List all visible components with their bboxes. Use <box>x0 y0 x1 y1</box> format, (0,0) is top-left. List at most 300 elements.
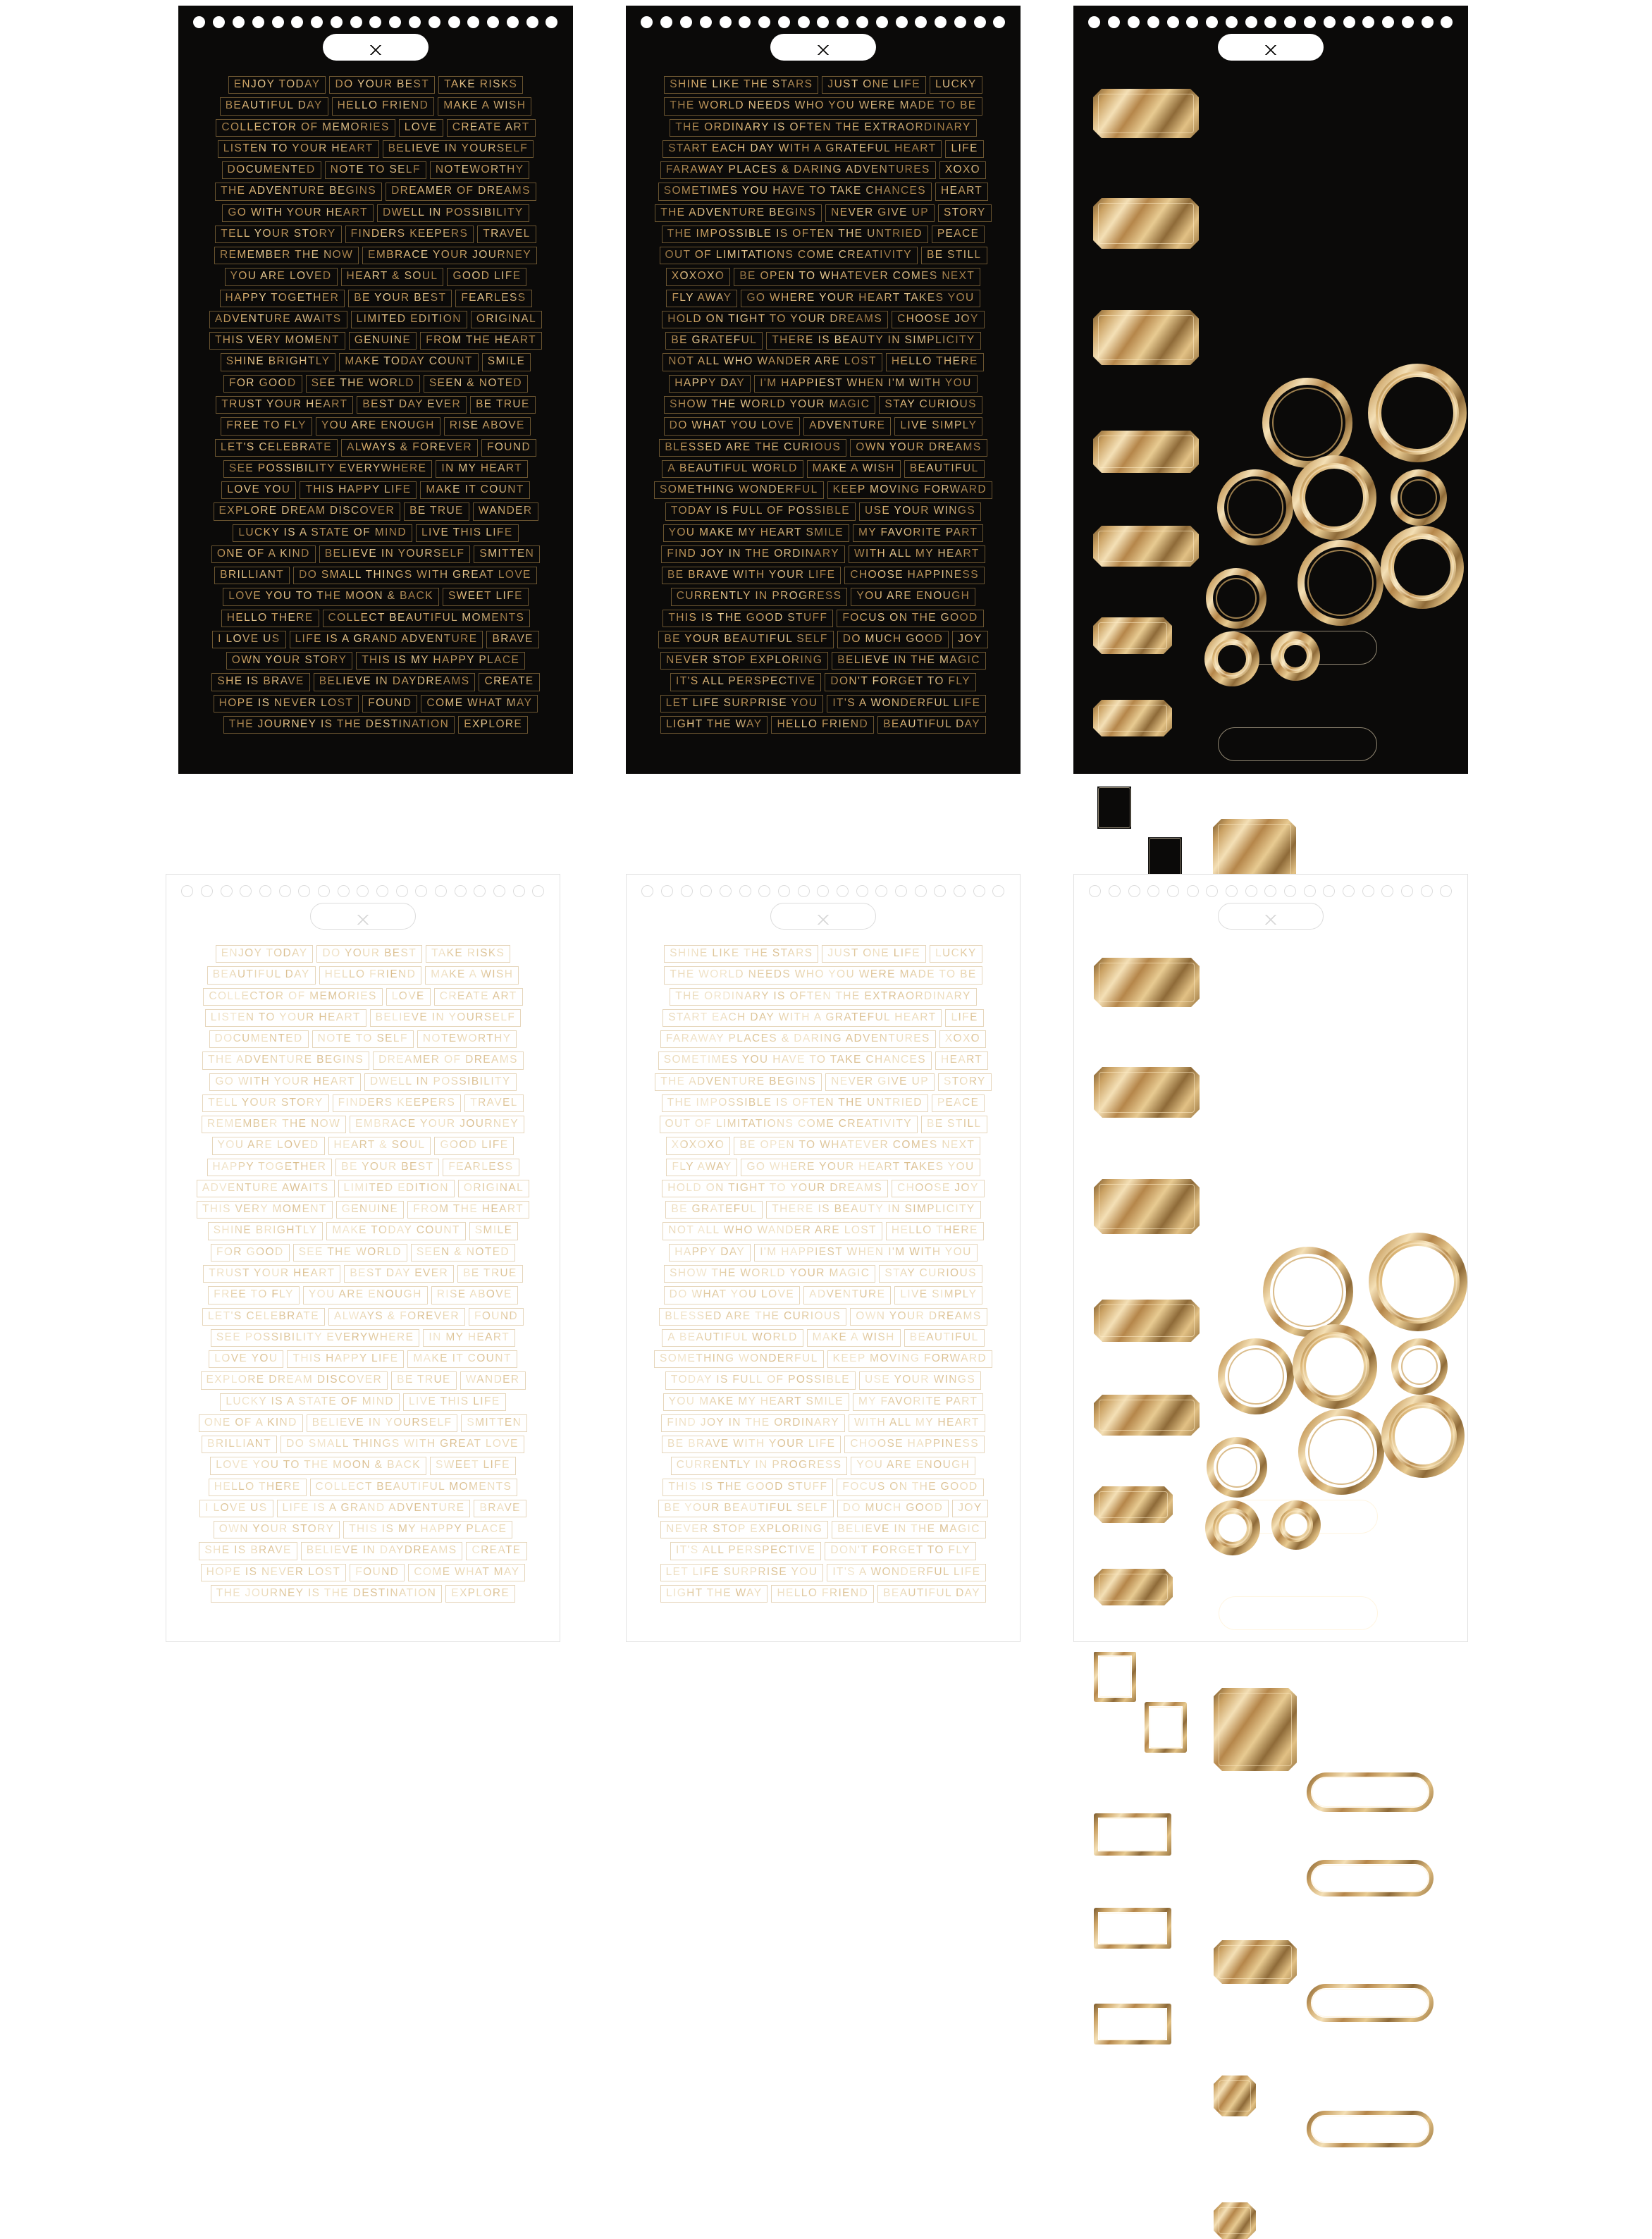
word-sticker[interactable]: MY FAVORITE PART <box>853 524 983 542</box>
word-sticker[interactable]: YOU ARE LOVED <box>225 268 338 285</box>
word-sticker[interactable]: DWELL IN POSSIBILITY <box>377 204 529 222</box>
rect-label-sticker[interactable] <box>1094 2004 1171 2044</box>
word-sticker[interactable]: BE TRUE <box>457 1265 523 1283</box>
octagon-label-sticker[interactable] <box>1214 2202 1256 2239</box>
octagon-label-sticker[interactable] <box>1093 700 1172 736</box>
word-sticker[interactable]: BEAUTIFUL DAY <box>207 966 316 984</box>
word-sticker[interactable]: BE STILL <box>921 1116 987 1133</box>
word-sticker[interactable]: COLLECTOR OF MEMORIES <box>216 119 395 137</box>
word-sticker[interactable]: BLESSED ARE THE CURIOUS <box>659 439 846 457</box>
octagon-label-sticker[interactable] <box>1093 89 1199 138</box>
word-sticker[interactable]: USE YOUR WINGS <box>859 1371 981 1389</box>
word-sticker[interactable]: TRUST YOUR HEART <box>216 396 353 414</box>
word-sticker[interactable]: RISE ABOVE <box>431 1286 518 1304</box>
word-sticker[interactable]: PEACE <box>932 1094 985 1112</box>
word-sticker[interactable]: DO YOUR BEST <box>329 76 435 94</box>
word-sticker[interactable]: IT'S A WONDERFUL LIFE <box>827 695 986 713</box>
word-sticker[interactable]: BELIEVE IN DAYDREAMS <box>314 673 476 691</box>
circle-label-sticker[interactable] <box>1297 540 1383 626</box>
word-sticker[interactable]: LIFE <box>945 140 983 158</box>
word-sticker[interactable]: SMILE <box>482 353 531 371</box>
word-sticker[interactable]: THIS HAPPY LIFE <box>300 481 417 499</box>
circle-label-sticker[interactable] <box>1218 1338 1294 1414</box>
word-sticker[interactable]: HAPPY DAY <box>669 375 751 393</box>
word-sticker[interactable]: MAKE IT COUNT <box>420 481 529 499</box>
word-sticker[interactable]: NEVER GIVE UP <box>825 204 935 222</box>
word-sticker[interactable]: FOUND <box>350 1564 405 1581</box>
word-sticker[interactable]: MAKE A WISH <box>807 1329 901 1347</box>
word-sticker[interactable]: SHINE BRIGHTLY <box>221 353 336 371</box>
word-sticker[interactable]: XOXOXO <box>666 1137 731 1154</box>
rosette-label-sticker[interactable] <box>1381 526 1464 609</box>
word-sticker[interactable]: GO WITH YOUR HEART <box>209 1073 361 1091</box>
word-sticker[interactable]: BE GRATEFUL <box>665 332 763 350</box>
circle-label-sticker[interactable] <box>1391 469 1447 526</box>
word-sticker[interactable]: HOLD ON TIGHT TO YOUR DREAMS <box>662 311 888 328</box>
word-sticker[interactable]: IN MY HEART <box>423 1329 515 1347</box>
word-sticker[interactable]: A BEAUTIFUL WORLD <box>662 460 803 478</box>
word-sticker[interactable]: HEART <box>935 183 988 200</box>
word-sticker[interactable]: FOCUS ON THE GOOD <box>837 610 983 627</box>
word-sticker[interactable]: SHINE BRIGHTLY <box>208 1222 323 1240</box>
word-sticker[interactable]: LIVE SIMPLY <box>894 417 982 435</box>
word-sticker[interactable]: PEACE <box>932 226 985 243</box>
word-sticker[interactable]: A BEAUTIFUL WORLD <box>662 1329 803 1347</box>
word-sticker[interactable]: START EACH DAY WITH A GRATEFUL HEART <box>662 1009 942 1027</box>
word-sticker[interactable]: LET'S CELEBRATE <box>202 1308 325 1326</box>
word-sticker[interactable]: HAPPY TOGETHER <box>220 290 345 307</box>
word-sticker[interactable]: SOMETHING WONDERFUL <box>654 481 824 499</box>
word-sticker[interactable]: WANDER <box>473 502 538 520</box>
word-sticker[interactable]: WITH ALL MY HEART <box>849 1414 985 1432</box>
word-sticker[interactable]: DOCUMENTED <box>209 1030 309 1048</box>
word-sticker[interactable]: SHOW THE WORLD YOUR MAGIC <box>664 396 875 414</box>
word-sticker[interactable]: ORIGINAL <box>458 1180 529 1197</box>
word-sticker[interactable]: CHOOSE JOY <box>892 311 985 328</box>
word-sticker[interactable]: BE YOUR BEAUTIFUL SELF <box>658 631 833 648</box>
word-sticker[interactable]: DO WHAT YOU LOVE <box>664 417 800 435</box>
word-sticker[interactable]: HELLO FRIEND <box>332 97 435 115</box>
word-sticker[interactable]: GO WHERE YOUR HEART TAKES YOU <box>741 290 980 307</box>
word-sticker[interactable]: FEARLESS <box>455 290 531 307</box>
word-sticker[interactable]: NEVER STOP EXPLORING <box>660 1521 828 1538</box>
word-sticker[interactable]: IN MY HEART <box>436 460 528 478</box>
word-sticker[interactable]: THIS VERY MOMENT <box>197 1201 333 1219</box>
word-sticker[interactable]: XOXOXO <box>666 268 731 285</box>
word-sticker[interactable]: FARAWAY PLACES & DARING ADVENTURES <box>660 161 936 179</box>
word-sticker[interactable]: BELIEVE IN YOURSELF <box>319 545 471 563</box>
word-sticker[interactable]: CREATE <box>466 1542 526 1560</box>
circle-label-sticker[interactable] <box>1207 1437 1267 1498</box>
circle-label-sticker[interactable] <box>1263 1247 1353 1337</box>
word-sticker[interactable]: BELIEVE IN YOURSELF <box>383 140 534 158</box>
word-sticker[interactable]: TRAVEL <box>477 226 536 243</box>
word-sticker[interactable]: BRILLIANT <box>214 567 290 584</box>
word-sticker[interactable]: START EACH DAY WITH A GRATEFUL HEART <box>662 140 942 158</box>
word-sticker[interactable]: FOUND <box>481 439 536 457</box>
word-sticker[interactable]: SEE POSSIBILITY EVERYWHERE <box>211 1329 419 1347</box>
circle-label-sticker[interactable] <box>1262 378 1352 468</box>
word-sticker[interactable]: BELIEVE IN YOURSELF <box>307 1414 458 1432</box>
word-sticker[interactable]: THE ORDINARY IS OFTEN THE EXTRAORDINARY <box>670 119 977 137</box>
word-sticker[interactable]: LOVE <box>386 988 431 1006</box>
word-sticker[interactable]: LUCKY <box>930 945 982 963</box>
word-sticker[interactable]: THERE IS BEAUTY IN SIMPLICITY <box>766 1201 980 1219</box>
word-sticker[interactable]: FOCUS ON THE GOOD <box>837 1479 983 1496</box>
word-sticker[interactable]: BEAUTIFUL <box>904 460 985 478</box>
circle-label-sticker[interactable] <box>1206 568 1266 629</box>
rounded-bar-label-sticker[interactable] <box>1307 1772 1434 1812</box>
word-sticker[interactable]: SHE IS BRAVE <box>199 1542 297 1560</box>
rosette-label-sticker[interactable] <box>1381 1395 1465 1478</box>
word-sticker[interactable]: HELLO THERE <box>886 1222 984 1240</box>
word-sticker[interactable]: HELLO FRIEND <box>771 716 874 734</box>
word-sticker[interactable]: HAPPY DAY <box>669 1244 751 1262</box>
word-sticker[interactable]: THIS HAPPY LIFE <box>287 1350 404 1368</box>
octagon-label-sticker[interactable] <box>1094 1395 1200 1436</box>
word-sticker[interactable]: MY FAVORITE PART <box>853 1393 983 1411</box>
word-sticker[interactable]: SMITTEN <box>461 1414 527 1432</box>
word-sticker[interactable]: THERE IS BEAUTY IN SIMPLICITY <box>766 332 980 350</box>
word-sticker[interactable]: THE ORDINARY IS OFTEN THE EXTRAORDINARY <box>670 988 977 1006</box>
word-sticker[interactable]: BEAUTIFUL DAY <box>220 97 328 115</box>
word-sticker[interactable]: YOU ARE ENOUGH <box>316 417 440 435</box>
word-sticker[interactable]: MAKE A WISH <box>807 460 901 478</box>
word-sticker[interactable]: MAKE IT COUNT <box>407 1350 517 1368</box>
octagon-label-sticker[interactable] <box>1094 1569 1173 1605</box>
octagon-label-sticker[interactable] <box>1094 1067 1200 1118</box>
word-sticker[interactable]: LIMITED EDITION <box>338 1180 455 1197</box>
octagon-label-sticker[interactable] <box>1093 310 1199 365</box>
word-sticker[interactable]: BE TRUE <box>404 502 469 520</box>
word-sticker[interactable]: BRILLIANT <box>202 1436 277 1453</box>
word-sticker[interactable]: MAKE TODAY COUNT <box>326 1222 465 1240</box>
word-sticker[interactable]: THIS VERY MOMENT <box>209 332 345 350</box>
word-sticker[interactable]: SEEN & NOTED <box>424 375 528 393</box>
word-sticker[interactable]: COLLECTOR OF MEMORIES <box>203 988 382 1006</box>
word-sticker[interactable]: XOXO <box>939 1030 986 1048</box>
word-sticker[interactable]: BEST DAY EVER <box>357 396 467 414</box>
word-sticker[interactable]: LOVE YOU <box>221 481 296 499</box>
word-sticker[interactable]: GENUINE <box>349 332 417 350</box>
word-sticker[interactable]: LIMITED EDITION <box>351 311 467 328</box>
word-sticker[interactable]: NOTEWORTHY <box>430 161 530 179</box>
word-sticker[interactable]: DWELL IN POSSIBILITY <box>364 1073 517 1091</box>
word-sticker[interactable]: LIVE SIMPLY <box>894 1286 982 1304</box>
word-sticker[interactable]: LUCKY <box>930 76 982 94</box>
word-sticker[interactable]: SHINE LIKE THE STARS <box>664 76 818 94</box>
word-sticker[interactable]: SHOW THE WORLD YOUR MAGIC <box>664 1265 875 1283</box>
octagon-label-sticker[interactable] <box>1093 526 1199 567</box>
word-sticker[interactable]: WANDER <box>460 1371 526 1389</box>
word-sticker[interactable]: THE IMPOSSIBLE IS OFTEN THE UNTRIED <box>662 226 928 243</box>
word-sticker[interactable]: BE YOUR BEST <box>335 1159 439 1176</box>
octagon-label-sticker[interactable] <box>1093 431 1199 473</box>
word-sticker[interactable]: TAKE RISKS <box>426 945 510 963</box>
word-sticker[interactable]: LISTEN TO YOUR HEART <box>205 1009 366 1027</box>
word-sticker[interactable]: SHINE LIKE THE STARS <box>664 945 818 963</box>
word-sticker[interactable]: BEAUTIFUL DAY <box>877 716 986 734</box>
word-sticker[interactable]: HELLO THERE <box>886 353 984 371</box>
word-sticker[interactable]: ORIGINAL <box>471 311 542 328</box>
rounded-bar-label-sticker[interactable] <box>1213 722 1382 766</box>
word-sticker[interactable]: GENUINE <box>336 1201 404 1219</box>
word-sticker[interactable]: DO YOUR BEST <box>316 945 422 963</box>
word-sticker[interactable]: FIND JOY IN THE ORDINARY <box>661 1414 845 1432</box>
word-sticker[interactable]: SEEN & NOTED <box>411 1244 515 1262</box>
octagon-label-sticker[interactable] <box>1093 198 1199 249</box>
word-sticker[interactable]: NEVER STOP EXPLORING <box>660 652 828 670</box>
rounded-bar-label-sticker[interactable] <box>1307 1984 1434 2022</box>
word-sticker[interactable]: THE IMPOSSIBLE IS OFTEN THE UNTRIED <box>662 1094 928 1112</box>
word-sticker[interactable]: GO WITH YOUR HEART <box>222 204 374 222</box>
word-sticker[interactable]: YOU ARE ENOUGH <box>851 588 975 605</box>
word-sticker[interactable]: HOPE IS NEVER LOST <box>214 695 359 713</box>
octagon-label-sticker[interactable] <box>1214 1940 1297 1984</box>
word-sticker[interactable]: THE ADVENTURE BEGINS <box>655 1073 822 1091</box>
word-sticker[interactable]: OWN YOUR DREAMS <box>850 439 987 457</box>
word-sticker[interactable]: DO SMALL THINGS WITH GREAT LOVE <box>293 567 537 584</box>
word-sticker[interactable]: DO MUCH GOOD <box>837 1500 949 1517</box>
word-sticker[interactable]: NOTE TO SELF <box>325 161 426 179</box>
circle-label-sticker[interactable] <box>1391 1338 1448 1395</box>
word-sticker[interactable]: FLY AWAY <box>666 290 737 307</box>
word-sticker[interactable]: CURRENTLY IN PROGRESS <box>671 1457 848 1474</box>
word-sticker[interactable]: LUCKY IS A STATE OF MIND <box>220 1393 400 1411</box>
word-sticker[interactable]: SWEET LIFE <box>430 1457 516 1474</box>
word-sticker[interactable]: BELIEVE IN YOURSELF <box>370 1009 522 1027</box>
word-sticker[interactable]: YOU ARE LOVED <box>212 1137 325 1154</box>
word-sticker[interactable]: LOVE <box>399 119 443 137</box>
word-sticker[interactable]: THIS IS MY HAPPY PLACE <box>343 1521 512 1538</box>
word-sticker[interactable]: ALWAYS & FOREVER <box>341 439 478 457</box>
word-sticker[interactable]: RISE ABOVE <box>444 417 531 435</box>
word-sticker[interactable]: BE BRAVE WITH YOUR LIFE <box>662 567 841 584</box>
word-sticker[interactable]: IT'S ALL PERSPECTIVE <box>670 1542 821 1560</box>
word-sticker[interactable]: GO WHERE YOUR HEART TAKES YOU <box>741 1159 980 1176</box>
word-sticker[interactable]: ONE OF A KIND <box>211 545 316 563</box>
word-sticker[interactable]: HEART & SOUL <box>341 268 444 285</box>
word-sticker[interactable]: LIGHT THE WAY <box>660 716 768 734</box>
word-sticker[interactable]: HELLO FRIEND <box>319 966 422 984</box>
word-sticker[interactable]: FLY AWAY <box>666 1159 737 1176</box>
rosette-label-sticker[interactable] <box>1293 1324 1377 1409</box>
word-sticker[interactable]: COME WHAT MAY <box>408 1564 525 1581</box>
word-sticker[interactable]: CURRENTLY IN PROGRESS <box>671 588 848 605</box>
word-sticker[interactable]: COME WHAT MAY <box>421 695 538 713</box>
word-sticker[interactable]: TELL YOUR STORY <box>215 226 341 243</box>
word-sticker[interactable]: BEAUTIFUL <box>904 1329 985 1347</box>
word-sticker[interactable]: BE OPEN TO WHATEVER COMES NEXT <box>734 268 980 285</box>
rosette-label-sticker[interactable] <box>1271 1500 1321 1550</box>
word-sticker[interactable]: HELLO THERE <box>209 1479 307 1496</box>
word-sticker[interactable]: KEEP MOVING FORWARD <box>827 481 992 499</box>
rosette-label-sticker[interactable] <box>1369 1233 1467 1331</box>
word-sticker[interactable]: DON'T FORGET TO FLY <box>825 673 976 691</box>
word-sticker[interactable]: ADVENTURE <box>803 417 891 435</box>
word-sticker[interactable]: BELIEVE IN THE MAGIC <box>832 1521 986 1538</box>
word-sticker[interactable]: ADVENTURE <box>803 1286 891 1304</box>
word-sticker[interactable]: SOMETIMES YOU HAVE TO TAKE CHANCES <box>658 1051 932 1069</box>
word-sticker[interactable]: LET LIFE SURPRISE YOU <box>660 1564 824 1581</box>
word-sticker[interactable]: TAKE RISKS <box>438 76 523 94</box>
word-sticker[interactable]: SMILE <box>469 1222 519 1240</box>
word-sticker[interactable]: LET LIFE SURPRISE YOU <box>660 695 824 713</box>
word-sticker[interactable]: ONE OF A KIND <box>199 1414 303 1432</box>
word-sticker[interactable]: OWN YOUR STORY <box>226 652 352 670</box>
word-sticker[interactable]: DO MUCH GOOD <box>837 631 949 648</box>
word-sticker[interactable]: WITH ALL MY HEART <box>849 545 985 563</box>
word-sticker[interactable]: BRAVE <box>486 631 538 648</box>
word-sticker[interactable]: CREATE <box>479 673 539 691</box>
word-sticker[interactable]: FINDERS KEEPERS <box>333 1094 462 1112</box>
word-sticker[interactable]: JOY <box>952 1500 987 1517</box>
word-sticker[interactable]: ENJOY TODAY <box>216 945 314 963</box>
word-sticker[interactable]: STAY CURIOUS <box>879 396 982 414</box>
word-sticker[interactable]: HEART <box>935 1051 988 1069</box>
word-sticker[interactable]: BLESSED ARE THE CURIOUS <box>659 1308 846 1326</box>
word-sticker[interactable]: EMBRACE YOUR JOURNEY <box>362 247 537 264</box>
word-sticker[interactable]: TRUST YOUR HEART <box>203 1265 340 1283</box>
word-sticker[interactable]: TODAY IS FULL OF POSSIBLE <box>665 1371 856 1389</box>
word-sticker[interactable]: COLLECT BEAUTIFUL MOMENTS <box>310 1479 518 1496</box>
word-sticker[interactable]: CREATE ART <box>447 119 536 137</box>
word-sticker[interactable]: YOU ARE ENOUGH <box>303 1286 428 1304</box>
word-sticker[interactable]: LUCKY IS A STATE OF MIND <box>233 524 412 542</box>
word-sticker[interactable]: FEARLESS <box>443 1159 519 1176</box>
word-sticker[interactable]: NEVER GIVE UP <box>825 1073 935 1091</box>
word-sticker[interactable]: YOU ARE ENOUGH <box>851 1457 975 1474</box>
word-sticker[interactable]: BE OPEN TO WHATEVER COMES NEXT <box>734 1137 980 1154</box>
word-sticker[interactable]: ALWAYS & FOREVER <box>328 1308 465 1326</box>
word-sticker[interactable]: NOT ALL WHO WANDER ARE LOST <box>662 1222 882 1240</box>
word-sticker[interactable]: JUST ONE LIFE <box>822 945 926 963</box>
word-sticker[interactable]: STAY CURIOUS <box>879 1265 982 1283</box>
word-sticker[interactable]: NOTE TO SELF <box>312 1030 414 1048</box>
word-sticker[interactable]: SOMETIMES YOU HAVE TO TAKE CHANCES <box>658 183 932 200</box>
rect-label-sticker[interactable] <box>1094 1651 1136 1702</box>
word-sticker[interactable]: LIGHT THE WAY <box>660 1585 768 1603</box>
word-sticker[interactable]: REMEMBER THE NOW <box>214 247 359 264</box>
word-sticker[interactable]: EXPLORE <box>458 716 528 734</box>
word-sticker[interactable]: BE YOUR BEST <box>348 290 452 307</box>
word-sticker[interactable]: I LOVE US <box>199 1500 273 1517</box>
word-sticker[interactable]: JUST ONE LIFE <box>822 76 926 94</box>
word-sticker[interactable]: NOT ALL WHO WANDER ARE LOST <box>662 353 882 371</box>
rounded-bar-label-sticker[interactable] <box>1307 1860 1434 1896</box>
word-sticker[interactable]: TRAVEL <box>464 1094 524 1112</box>
word-sticker[interactable]: EXPLORE DREAM DISCOVER <box>201 1371 388 1389</box>
word-sticker[interactable]: FOR GOOD <box>211 1244 290 1262</box>
word-sticker[interactable]: SHE IS BRAVE <box>211 673 309 691</box>
word-sticker[interactable]: BELIEVE IN THE MAGIC <box>832 652 986 670</box>
rect-label-sticker[interactable] <box>1145 1702 1187 1753</box>
word-sticker[interactable]: TODAY IS FULL OF POSSIBLE <box>665 502 856 520</box>
word-sticker[interactable]: SMITTEN <box>474 545 540 563</box>
word-sticker[interactable]: USE YOUR WINGS <box>859 502 981 520</box>
word-sticker[interactable]: LOVE YOU <box>209 1350 283 1368</box>
word-sticker[interactable]: HOPE IS NEVER LOST <box>201 1564 347 1581</box>
rounded-bar-label-sticker[interactable] <box>1307 2111 1434 2147</box>
word-sticker[interactable]: THE ADVENTURE BEGINS <box>202 1051 369 1069</box>
octagon-label-sticker[interactable] <box>1093 617 1172 654</box>
word-sticker[interactable]: MAKE A WISH <box>438 97 531 115</box>
word-sticker[interactable]: FOR GOOD <box>223 375 302 393</box>
word-sticker[interactable]: THE WORLD NEEDS WHO YOU WERE MADE TO BE <box>664 966 982 984</box>
word-sticker[interactable]: OWN YOUR STORY <box>214 1521 340 1538</box>
word-sticker[interactable]: THE JOURNEY IS THE DESTINATION <box>211 1585 442 1603</box>
word-sticker[interactable]: CHOOSE HAPPINESS <box>844 1436 985 1453</box>
word-sticker[interactable]: ADVENTURE AWAITS <box>209 311 347 328</box>
word-sticker[interactable]: THE JOURNEY IS THE DESTINATION <box>223 716 455 734</box>
word-sticker[interactable]: DREAMER OF DREAMS <box>373 1051 524 1069</box>
word-sticker[interactable]: FINDERS KEEPERS <box>345 226 474 243</box>
word-sticker[interactable]: ADVENTURE AWAITS <box>197 1180 335 1197</box>
rect-label-sticker[interactable] <box>1094 1813 1171 1856</box>
word-sticker[interactable]: CHOOSE JOY <box>892 1180 985 1197</box>
rosette-label-sticker[interactable] <box>1271 631 1320 681</box>
rounded-bar-label-sticker[interactable] <box>1214 1591 1383 1635</box>
word-sticker[interactable]: SOMETHING WONDERFUL <box>654 1350 824 1368</box>
word-sticker[interactable]: NOTEWORTHY <box>417 1030 517 1048</box>
word-sticker[interactable]: BE TRUE <box>470 396 536 414</box>
octagon-label-sticker[interactable] <box>1214 1688 1297 1771</box>
word-sticker[interactable]: GOOD LIFE <box>434 1137 514 1154</box>
word-sticker[interactable]: BE STILL <box>921 247 987 264</box>
word-sticker[interactable]: HELLO THERE <box>221 610 319 627</box>
rect-label-sticker[interactable] <box>1094 1908 1171 1949</box>
word-sticker[interactable]: STORY <box>938 1073 992 1091</box>
word-sticker[interactable]: COLLECT BEAUTIFUL MOMENTS <box>323 610 531 627</box>
word-sticker[interactable]: ENJOY TODAY <box>228 76 326 94</box>
word-sticker[interactable]: THIS IS THE GOOD STUFF <box>662 1479 833 1496</box>
word-sticker[interactable]: BE TRUE <box>391 1371 457 1389</box>
word-sticker[interactable]: TELL YOUR STORY <box>202 1094 328 1112</box>
word-sticker[interactable]: SWEET LIFE <box>443 588 529 605</box>
word-sticker[interactable]: LOVE YOU TO THE MOON & BACK <box>210 1457 426 1474</box>
word-sticker[interactable]: I'M HAPPIEST WHEN I'M WITH YOU <box>754 1244 978 1262</box>
word-sticker[interactable]: IT'S ALL PERSPECTIVE <box>670 673 821 691</box>
octagon-label-sticker[interactable] <box>1094 1486 1173 1523</box>
word-sticker[interactable]: BEST DAY EVER <box>344 1265 454 1283</box>
word-sticker[interactable]: LOVE YOU TO THE MOON & BACK <box>223 588 439 605</box>
word-sticker[interactable]: THIS IS THE GOOD STUFF <box>662 610 833 627</box>
word-sticker[interactable]: GOOD LIFE <box>447 268 526 285</box>
word-sticker[interactable]: EXPLORE DREAM DISCOVER <box>214 502 401 520</box>
word-sticker[interactable]: FROM THE HEART <box>407 1201 529 1219</box>
word-sticker[interactable]: YOU MAKE MY HEART SMILE <box>663 524 849 542</box>
word-sticker[interactable]: DON'T FORGET TO FLY <box>825 1542 976 1560</box>
octagon-label-sticker[interactable] <box>1094 1179 1200 1234</box>
word-sticker[interactable]: IT'S A WONDERFUL LIFE <box>827 1564 986 1581</box>
word-sticker[interactable]: DOCUMENTED <box>222 161 321 179</box>
word-sticker[interactable]: BELIEVE IN DAYDREAMS <box>301 1542 463 1560</box>
word-sticker[interactable]: STORY <box>938 204 992 222</box>
word-sticker[interactable]: FROM THE HEART <box>420 332 542 350</box>
octagon-label-sticker[interactable] <box>1214 2075 1256 2116</box>
rosette-label-sticker[interactable] <box>1368 364 1467 462</box>
word-sticker[interactable]: HAPPY TOGETHER <box>207 1159 333 1176</box>
word-sticker[interactable]: KEEP MOVING FORWARD <box>827 1350 992 1368</box>
word-sticker[interactable]: OWN YOUR DREAMS <box>850 1308 987 1326</box>
rosette-label-sticker[interactable] <box>1204 631 1259 686</box>
word-sticker[interactable]: HOLD ON TIGHT TO YOUR DREAMS <box>662 1180 888 1197</box>
word-sticker[interactable]: THIS IS MY HAPPY PLACE <box>356 652 525 670</box>
word-sticker[interactable]: LISTEN TO YOUR HEART <box>218 140 379 158</box>
word-sticker[interactable]: FIND JOY IN THE ORDINARY <box>661 545 845 563</box>
word-sticker[interactable]: DREAMER OF DREAMS <box>386 183 536 200</box>
word-sticker[interactable]: DO SMALL THINGS WITH GREAT LOVE <box>281 1436 524 1453</box>
